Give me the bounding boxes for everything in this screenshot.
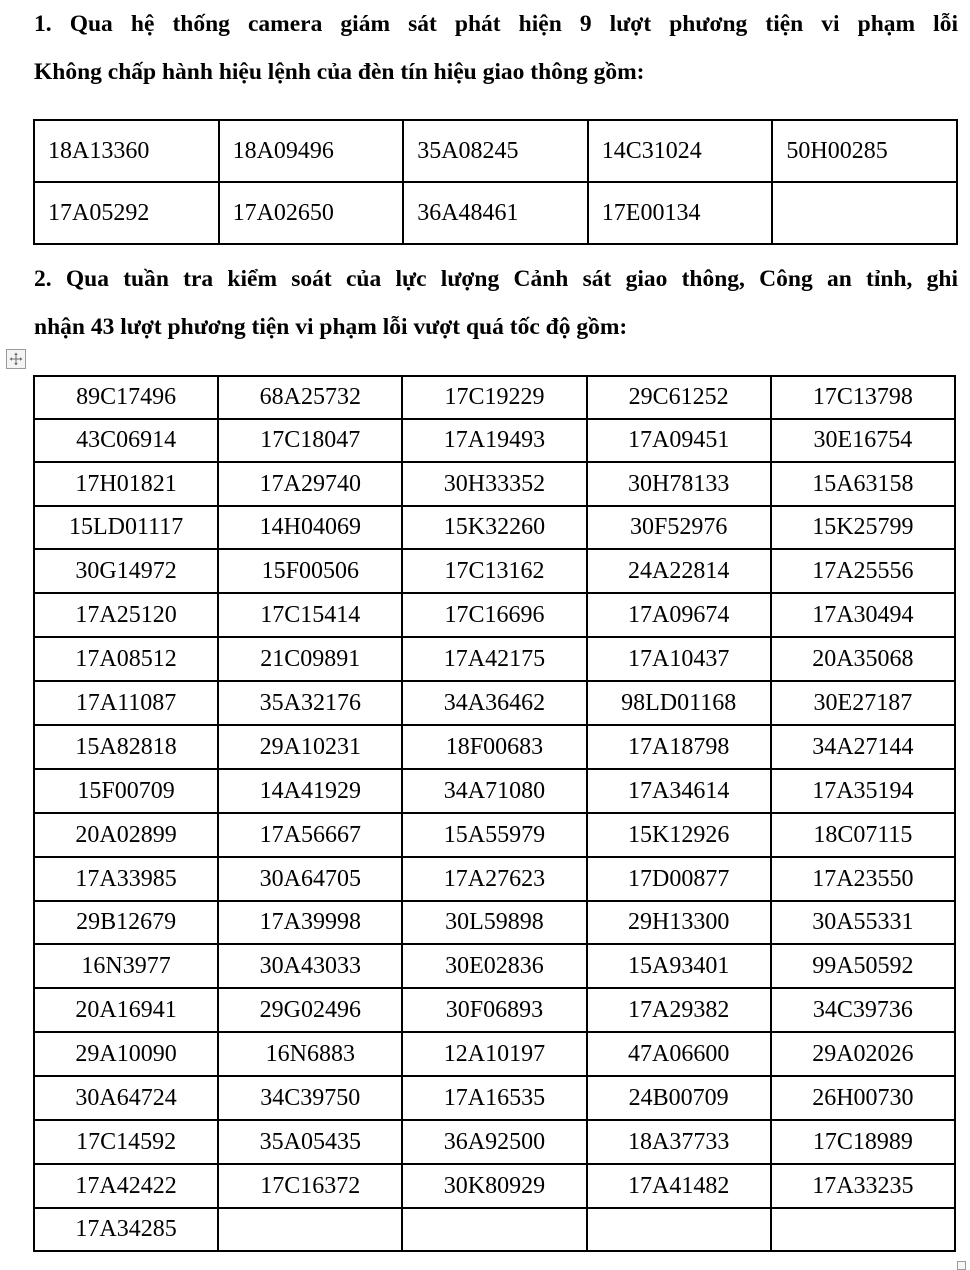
table-row: [34, 988, 955, 1032]
plate-number-cell: 17A18798: [587, 725, 771, 769]
section-2-heading-line-1: 2. Qua tuần tra kiểm soát của lực lượng Cảnh sát giao thông, Công an tỉnh, ghi: [34, 266, 958, 292]
plate-number-cell: 34A36462: [402, 681, 586, 725]
plate-number-cell: 17A34285: [34, 1208, 218, 1251]
plate-number-cell: 29A10231: [218, 725, 402, 769]
table-row: [34, 725, 955, 769]
plate-number-cell: 15K32260: [402, 506, 586, 549]
plate-number-cell: 15LD01117: [34, 506, 218, 549]
section-1-heading: [34, 0, 958, 96]
plate-number-cell: 15A93401: [587, 944, 771, 988]
plate-number-cell: 30H33352: [402, 462, 586, 506]
plate-number-cell: 16N3977: [34, 944, 218, 988]
empty-cell: [771, 1208, 955, 1251]
plate-number-cell: 15F00506: [218, 549, 402, 593]
plate-number-cell: 18A37733: [587, 1120, 771, 1164]
plate-number-cell: 15K25799: [771, 506, 955, 549]
plate-number-cell: 17C16372: [218, 1164, 402, 1208]
table-row: [34, 462, 955, 506]
table-row: [34, 182, 957, 244]
plate-number-cell: 17A25556: [771, 549, 955, 593]
plate-number-cell: 15A55979: [402, 813, 586, 857]
plate-number-cell: 14H04069: [218, 506, 402, 549]
plate-number-cell: 50H00285: [772, 120, 957, 182]
plate-number-cell: 18C07115: [771, 813, 955, 857]
plate-number-cell: 15A82818: [34, 725, 218, 769]
plate-number-cell: 18A09496: [219, 120, 404, 182]
table-row: [34, 1120, 955, 1164]
section-1-heading-line-1: 1. Qua hệ thống camera giám sát phát hiện 9 lượt phương tiện vi phạm lỗi: [34, 11, 958, 37]
plate-number-cell: 34A71080: [402, 769, 586, 813]
plate-number-cell: 17E00134: [588, 182, 773, 244]
plate-number-cell: 26H00730: [771, 1076, 955, 1120]
plate-number-cell: 21C09891: [218, 637, 402, 681]
section-2-heading: [34, 255, 958, 351]
speeding-violations-table: [33, 375, 956, 1252]
plate-number-cell: 18A13360: [34, 120, 219, 182]
plate-number-cell: 68A25732: [218, 376, 402, 419]
plate-number-cell: 30F52976: [587, 506, 771, 549]
plate-number-cell: 17A16535: [402, 1076, 586, 1120]
plate-number-cell: 17A27623: [402, 857, 586, 901]
table-row: [34, 1208, 955, 1251]
plate-number-cell: 89C17496: [34, 376, 218, 419]
plate-number-cell: 30K80929: [402, 1164, 586, 1208]
plate-number-cell: 17C16696: [402, 593, 586, 637]
plate-number-cell: 43C06914: [34, 419, 218, 462]
plate-number-cell: 29A10090: [34, 1032, 218, 1076]
plate-number-cell: 30A64724: [34, 1076, 218, 1120]
plate-number-cell: 17A25120: [34, 593, 218, 637]
plate-number-cell: 14C31024: [588, 120, 773, 182]
plate-number-cell: 24A22814: [587, 549, 771, 593]
table-row: [34, 376, 955, 419]
table-row: [34, 120, 957, 182]
plate-number-cell: 30G14972: [34, 549, 218, 593]
plate-number-cell: 30E16754: [771, 419, 955, 462]
plate-number-cell: 36A92500: [402, 1120, 586, 1164]
plate-number-cell: 17A41482: [587, 1164, 771, 1208]
plate-number-cell: 30L59898: [402, 901, 586, 944]
move-arrows-icon: [9, 352, 23, 366]
plate-number-cell: 17A42175: [402, 637, 586, 681]
table-row: [34, 1164, 955, 1208]
plate-number-cell: 20A02899: [34, 813, 218, 857]
plate-number-cell: 15K12926: [587, 813, 771, 857]
plate-number-cell: 34C39736: [771, 988, 955, 1032]
plate-number-cell: 29G02496: [218, 988, 402, 1032]
plate-number-cell: 17C18047: [218, 419, 402, 462]
table-move-handle[interactable]: [6, 349, 26, 369]
plate-number-cell: 30A55331: [771, 901, 955, 944]
table-row: [34, 857, 955, 901]
empty-cell: [587, 1208, 771, 1251]
plate-number-cell: 30E27187: [771, 681, 955, 725]
plate-number-cell: 29A02026: [771, 1032, 955, 1076]
plate-number-cell: 17A30494: [771, 593, 955, 637]
section-1-heading-line-2: Không chấp hành hiệu lệnh của đèn tín hiệu giao thông gồm:: [34, 59, 645, 85]
plate-number-cell: 29B12679: [34, 901, 218, 944]
table-row: [34, 813, 955, 857]
plate-number-cell: 17A34614: [587, 769, 771, 813]
table-row: [34, 1076, 955, 1120]
empty-cell: [402, 1208, 586, 1251]
table-row: [34, 901, 955, 944]
plate-number-cell: 17A35194: [771, 769, 955, 813]
plate-number-cell: 17A23550: [771, 857, 955, 901]
plate-number-cell: 17A05292: [34, 182, 219, 244]
plate-number-cell: 17C18989: [771, 1120, 955, 1164]
table-row: [34, 637, 955, 681]
table-row: [34, 769, 955, 813]
plate-number-cell: 24B00709: [587, 1076, 771, 1120]
plate-number-cell: 20A35068: [771, 637, 955, 681]
plate-number-cell: 14A41929: [218, 769, 402, 813]
plate-number-cell: 99A50592: [771, 944, 955, 988]
table-row: [34, 549, 955, 593]
plate-number-cell: 17C14592: [34, 1120, 218, 1164]
plate-number-cell: 17A10437: [587, 637, 771, 681]
plate-number-cell: 17A56667: [218, 813, 402, 857]
plate-number-cell: 36A48461: [403, 182, 588, 244]
plate-number-cell: 17A33235: [771, 1164, 955, 1208]
plate-number-cell: 34C39750: [218, 1076, 402, 1120]
plate-number-cell: 17A11087: [34, 681, 218, 725]
plate-number-cell: 17A09674: [587, 593, 771, 637]
plate-number-cell: 17A29382: [587, 988, 771, 1032]
plate-number-cell: 15F00709: [34, 769, 218, 813]
section-2-heading-line-2: nhận 43 lượt phương tiện vi phạm lỗi vượt quá tốc độ gồm:: [34, 314, 628, 340]
plate-number-cell: 17A09451: [587, 419, 771, 462]
plate-number-cell: 17A33985: [34, 857, 218, 901]
plate-number-cell: 30H78133: [587, 462, 771, 506]
table-row: [34, 681, 955, 725]
plate-number-cell: 15A63158: [771, 462, 955, 506]
plate-number-cell: 17C13798: [771, 376, 955, 419]
table-resize-handle[interactable]: [957, 1261, 966, 1270]
traffic-light-violations-table: [33, 119, 958, 245]
plate-number-cell: 29H13300: [587, 901, 771, 944]
plate-number-cell: 30A64705: [218, 857, 402, 901]
plate-number-cell: 17C19229: [402, 376, 586, 419]
plate-number-cell: 30E02836: [402, 944, 586, 988]
plate-number-cell: 17C15414: [218, 593, 402, 637]
plate-number-cell: 17A19493: [402, 419, 586, 462]
table-row: [34, 506, 955, 549]
plate-number-cell: 17H01821: [34, 462, 218, 506]
plate-number-cell: 35A05435: [218, 1120, 402, 1164]
plate-number-cell: 17A08512: [34, 637, 218, 681]
plate-number-cell: 35A32176: [218, 681, 402, 725]
table-row: [34, 419, 955, 462]
plate-number-cell: 98LD01168: [587, 681, 771, 725]
plate-number-cell: 29C61252: [587, 376, 771, 419]
plate-number-cell: 17A02650: [219, 182, 404, 244]
plate-number-cell: 16N6883: [218, 1032, 402, 1076]
plate-number-cell: 20A16941: [34, 988, 218, 1032]
plate-number-cell: 17A39998: [218, 901, 402, 944]
plate-number-cell: 30A43033: [218, 944, 402, 988]
empty-cell: [218, 1208, 402, 1251]
plate-number-cell: 17C13162: [402, 549, 586, 593]
plate-number-cell: 35A08245: [403, 120, 588, 182]
plate-number-cell: 17A29740: [218, 462, 402, 506]
plate-number-cell: 17D00877: [587, 857, 771, 901]
plate-number-cell: 30F06893: [402, 988, 586, 1032]
plate-number-cell: 17A42422: [34, 1164, 218, 1208]
table-row: [34, 593, 955, 637]
plate-number-cell: 34A27144: [771, 725, 955, 769]
plate-number-cell: 47A06600: [587, 1032, 771, 1076]
table-row: [34, 944, 955, 988]
empty-cell: [772, 182, 957, 244]
plate-number-cell: 18F00683: [402, 725, 586, 769]
plate-number-cell: 12A10197: [402, 1032, 586, 1076]
table-row: [34, 1032, 955, 1076]
